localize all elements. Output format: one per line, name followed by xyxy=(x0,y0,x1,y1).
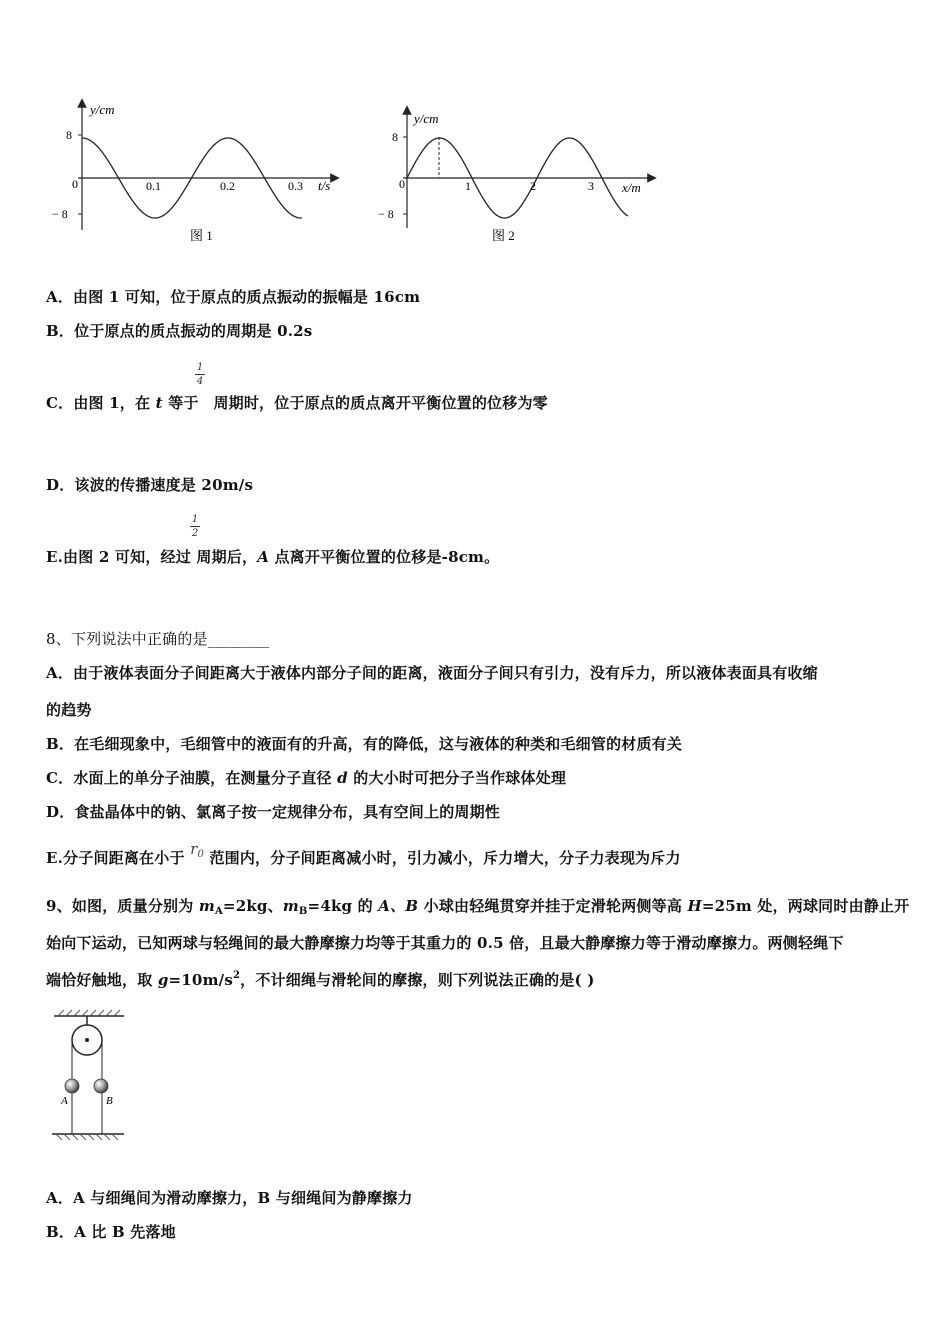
x-axis-label: x/m xyxy=(622,180,641,195)
q9-option-b: B．A 比 B 先落地 xyxy=(46,1223,176,1241)
x-tick-label: 0.3 xyxy=(288,179,303,193)
q8-option-a-cont: 的趋势 xyxy=(46,701,92,719)
y-axis-label: y/cm xyxy=(90,102,115,117)
q9-stem-line-3: 端恰好触地，取 $g=10m/s^2$，不计细绳与滑轮间的摩擦，则下列说法正确的是( ) xyxy=(46,970,595,989)
y-axis-label: y/cm xyxy=(414,111,439,126)
x-axis-label: t/s xyxy=(318,178,331,193)
fraction-one-half: 1 2 xyxy=(191,514,199,539)
q9-stem-line-1: 9、如图，质量分别为 $m_A=2kg$、$m_B=4kg$ 的 A、B 小球由轻绳贯穿并挂于定滑轮两侧等高 H=25m 处，两球同时由静止开 xyxy=(46,897,910,917)
q8-option-a: A．由于液体表面分子间距离大于液体内部分子间的距离，液面分子间只有引力，没有斥力，所以液体表面具有收缩 xyxy=(46,664,818,682)
x-tick-label: 0.1 xyxy=(146,179,161,193)
q7-option-b: B．位于原点的质点振动的周期是 0.2s xyxy=(46,322,313,340)
q8-option-b: B．在毛细现象中，毛细管中的液面有的升高，有的降低，这与液体的种类和毛细管的材质有关 xyxy=(46,735,683,753)
origin-label: 0 xyxy=(399,177,405,191)
x-tick-label: 3 xyxy=(588,179,594,193)
figure-caption: 图 1 xyxy=(190,228,213,243)
y-max-tick: 8 xyxy=(392,130,398,144)
label-a: A xyxy=(61,1095,68,1107)
y-min-tick: − 8 xyxy=(378,207,394,221)
label-b: B xyxy=(106,1095,113,1107)
q7-option-d: D．该波的传播速度是 20m/s xyxy=(46,476,254,494)
fraction-one-quarter: 1 4 xyxy=(196,362,204,387)
q8-option-d: D．食盐晶体中的钠、氯离子按一定规律分布，具有空间上的周期性 xyxy=(46,803,501,821)
figure-2-graph xyxy=(370,95,670,255)
q8-option-c: C．水面上的单分子油膜，在测量分子直径 d 的大小时可把分子当作球体处理 xyxy=(46,769,567,787)
q7-option-e: E.由图 2 可知，经过 周期后，A 点离开平衡位置的位移是-8cm。 xyxy=(46,548,500,566)
ball-a xyxy=(65,1079,79,1093)
x-tick-label: 1 xyxy=(465,179,471,193)
q7-option-a: A．由图 1 可知，位于原点的质点振动的振幅是 16cm xyxy=(46,288,421,306)
y-min-tick: − 8 xyxy=(52,207,68,221)
q9-option-a: A．A 与细绳间为滑动摩擦力，B 与细绳间为静摩擦力 xyxy=(46,1189,413,1207)
x-tick-label: 2 xyxy=(530,179,536,193)
figure-1-graph xyxy=(40,95,350,255)
figure-caption: 图 2 xyxy=(492,228,515,243)
ball-b xyxy=(94,1079,108,1093)
q7-option-c: C．由图 1，在 t 等于 周期时，位于原点的质点离开平衡位置的位移为零 xyxy=(46,394,548,412)
y-max-tick: 8 xyxy=(66,128,72,142)
x-tick-label: 0.2 xyxy=(220,179,235,193)
q9-stem-line-2: 始向下运动，已知两球与轻绳间的最大静摩擦力均等于其重力的 0.5 倍，且最大静摩擦力等于滑动摩擦力。两侧轻绳下 xyxy=(46,934,844,952)
origin-label: 0 xyxy=(72,177,78,191)
pulley-diagram xyxy=(50,1008,130,1148)
q8-stem: 8、下列说法中正确的是________ xyxy=(46,630,270,648)
q8-option-e: E.分子间距离在小于 $r_0$ 范围内，分子间距离减小时，引力减小，斥力增大，分子力表现为斥力 xyxy=(46,840,681,867)
